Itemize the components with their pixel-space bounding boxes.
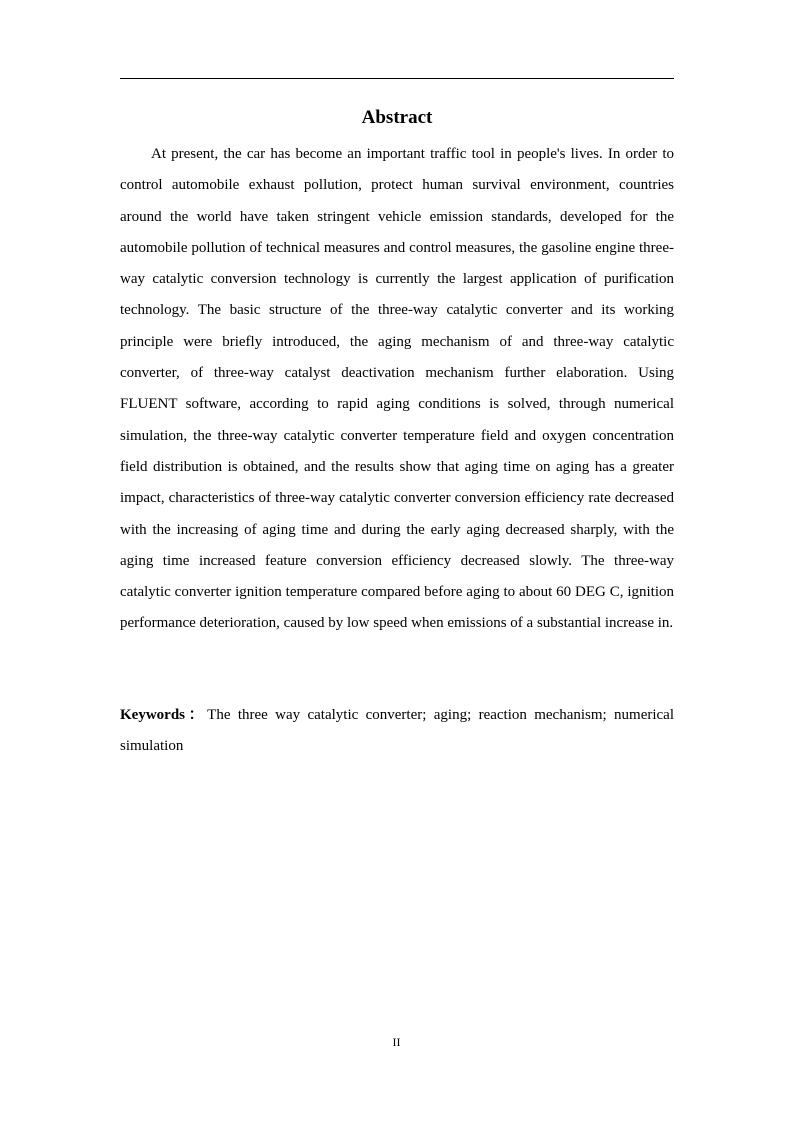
- header-rule: [120, 78, 674, 79]
- keywords-label: Keywords：: [120, 707, 208, 723]
- page-number: II: [392, 1035, 401, 1049]
- keywords-text: The three way catalytic converter; aging; reaction mechanism; numerical simulation: [120, 707, 674, 755]
- abstract-title: Abstract: [361, 107, 433, 128]
- keywords-paragraph: [120, 700, 674, 763]
- abstract-body: At present, the car has become an important traffic tool in people's lives. In order to control automobile exhaust pollution, protect human survival environment, countries around the world have taken stringent vehicle emission standards, developed for the automobile pollution of technical measures and control measures, the gasoline engine three-way catalytic conversion technology is currently the largest application of purification technology. The basic structure of the three-way catalytic converter and its working principle were briefly introduced, the aging mechanism of and three-way catalytic converter, of three-way catalyst deactivation mechanism further elaboration. Using FLUENT software, according to rapid aging conditions is solved, through numerical simulation, the three-way catalytic converter temperature field and oxygen concentration field distribution is obtained, and the results show that aging time on aging has a greater impact, characteristics of three-way catalytic converter conversion efficiency rate decreased with the increasing of aging time and during the early aging decreased sharply, with the aging time increased feature conversion efficiency decreased slowly. The three-way catalytic converter ignition temperature compared before aging to about 60 DEG C, ignition performance deterioration, caused by low speed when emissions of a substantial increase in.: [120, 146, 674, 632]
